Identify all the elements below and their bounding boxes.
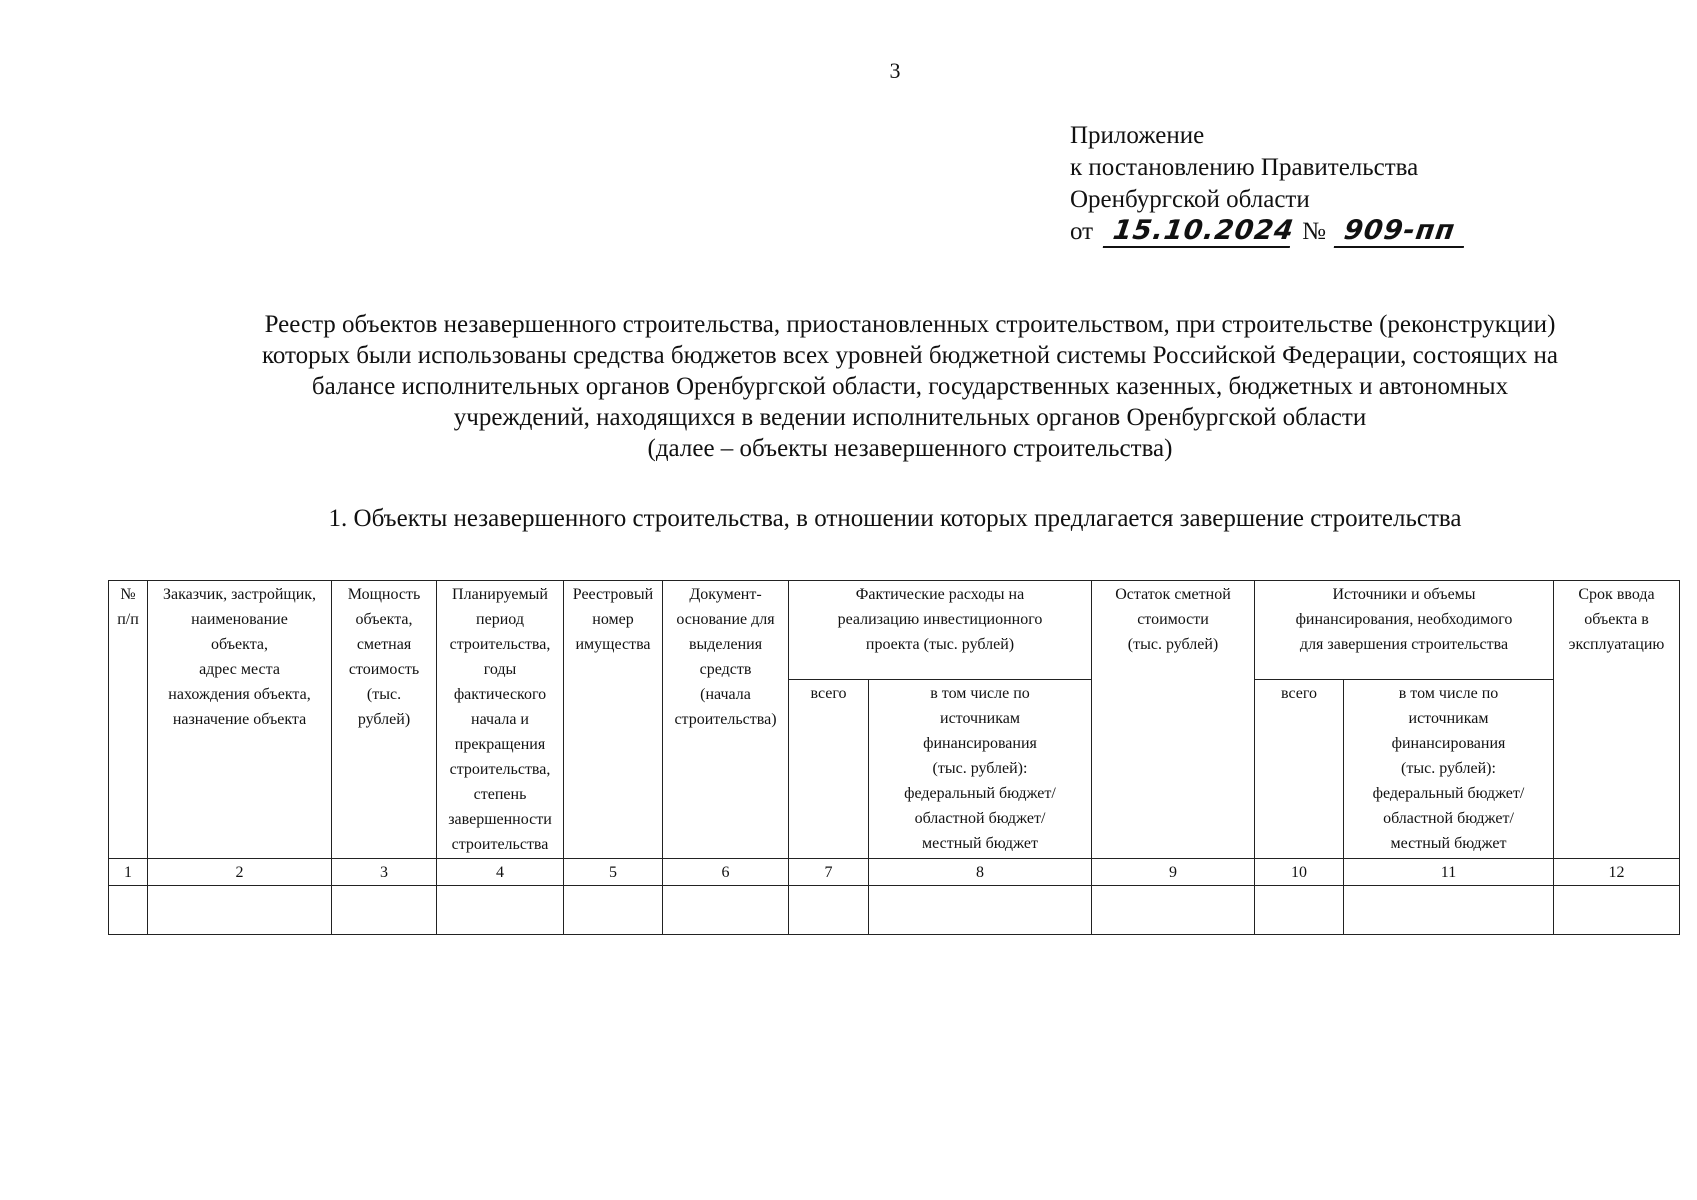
header-sources-by-source: в том числе по источникам финансирования (тыс. рублей): федеральный бюджет/ областной бюджет/ местный бюджет [1344,680,1554,859]
header-registry-number: Реестровый номер имущества [564,581,663,859]
header-commissioning-date: Срок ввода объекта в эксплуатацию [1554,581,1680,859]
registry-title [110,309,1697,464]
table-cell [437,886,564,935]
column-number: 8 [869,859,1092,886]
header-period: Планируемый период строительства, годы фактического начала и прекращения строительства, степень завершенности строительства [437,581,564,859]
title-line-3: балансе исполнительных органов Оренбургской области, государственных казенных, бюджетных и автономных [311,373,1509,400]
appendix-line-1: Приложение [1070,122,1205,149]
page-number: 3 [889,58,901,83]
header-sources-total: всего [1255,680,1344,859]
column-number: 5 [564,859,663,886]
column-number: 6 [663,859,789,886]
appendix-line-3: Оренбургской области [1070,186,1310,213]
column-number: 12 [1554,859,1680,886]
column-number: 3 [332,859,437,886]
column-number: 10 [1255,859,1344,886]
title-line-5: (далее – объекты незавершенного строительства) [647,435,1173,462]
table-cell [1255,886,1344,935]
table-cell [148,886,332,935]
registry-table [108,580,1680,935]
header-capacity: Мощность объекта, сметная стоимость (тыс. рублей) [332,581,437,859]
header-funding-sources: Источники и объемы финансирования, необходимого для завершения строительства [1255,581,1554,680]
table-cell [869,886,1092,935]
header-actual-expenses: Фактические расходы на реализацию инвестиционного проекта (тыс. рублей) [789,581,1092,680]
appendix-block [1070,120,1466,248]
table-cell [564,886,663,935]
title-line-1: Реестр объектов незавершенного строительства, приостановленных строительством, при строительстве (реконструкции) [264,311,1556,338]
header-actual-total: всего [789,680,869,859]
number-sign: № [1302,218,1326,245]
section-heading: 1. Объекты незавершенного строительства, в отношении которых предлагается завершение строительства [328,505,1462,532]
table-cell [109,886,148,935]
header-number: № п/п [109,581,148,859]
title-line-2: которых были использованы средства бюджетов всех уровней бюджетной системы Российской Федерации, состоящих на [262,342,1558,369]
handwritten-date: 15.10.2024 [1103,216,1294,248]
table-cell [789,886,869,935]
header-remaining-cost: Остаток сметной стоимости (тыс. рублей) [1092,581,1255,859]
table-cell [1344,886,1554,935]
appendix-line-2: к постановлению Правительства [1070,154,1419,181]
table-cell [332,886,437,935]
column-number: 7 [789,859,869,886]
column-number: 4 [437,859,564,886]
title-line-4: учреждений, находящихся в ведении исполнительных органов Оренбургской области [453,404,1367,431]
table-cell [1092,886,1255,935]
column-numbers-row [109,859,1680,886]
table-cell [663,886,789,935]
column-number: 1 [109,859,148,886]
column-number: 9 [1092,859,1255,886]
header-document: Документ- основание для выделения средств (начала строительства) [663,581,789,859]
empty-data-row [109,886,1680,935]
column-number: 11 [1344,859,1554,886]
table-cell [1554,886,1680,935]
handwritten-number: 909-пп [1334,216,1468,248]
header-actual-by-source: в том числе по источникам финансирования (тыс. рублей): федеральный бюджет/ областной бюджет/ местный бюджет [869,680,1092,859]
header-customer: Заказчик, застройщик, наименование объекта, адрес места нахождения объекта, назначение объекта [148,581,332,859]
from-label: от [1070,218,1094,245]
appendix-date-number-line [1070,216,1466,248]
column-number: 2 [148,859,332,886]
